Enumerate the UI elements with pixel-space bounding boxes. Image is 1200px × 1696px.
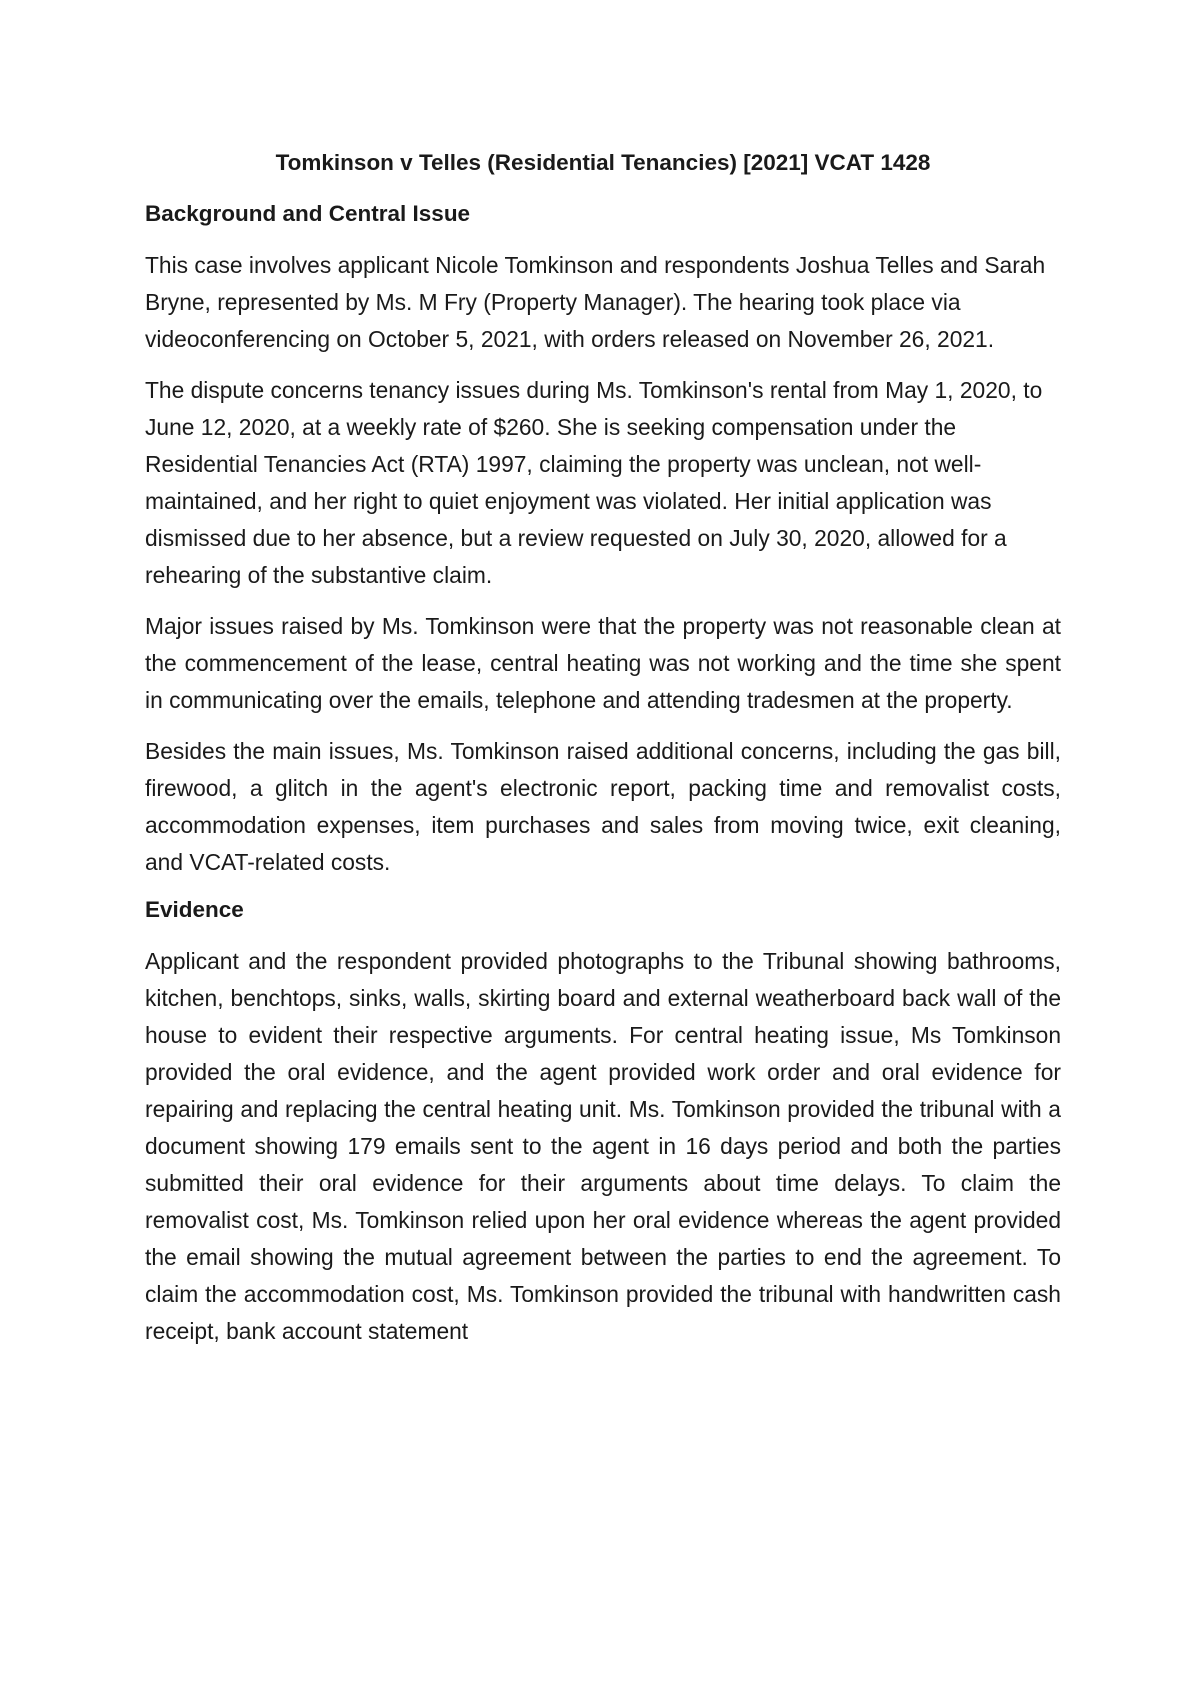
section-heading-evidence: Evidence bbox=[145, 897, 244, 922]
paragraph-parties: This case involves applicant Nicole Tomkinson and respondents Joshua Telles and Sarah Bryne, represented by Ms. M Fry (Property Manager). The hearing took place via videoconferencing on October 5, 2021, with orders released on November 26, 2021. bbox=[145, 252, 1046, 352]
paragraph-dispute: The dispute concerns tenancy issues during Ms. Tomkinson's rental from May 1, 2020, to June 12, 2020, at a weekly rate of $260. She is seeking compensation under the Residential Tenancies Act (RTA) 1997, claiming the property was unclean, not well-maintained, and her right to quiet enjoyment was violated. Her initial application was dismissed due to her absence, but a review requested on July 30, 2020, allowed for a rehearing of the substantive claim. bbox=[145, 377, 1043, 588]
document-page bbox=[145, 148, 1061, 1364]
document-title: Tomkinson v Telles (Residential Tenancies) [2021] VCAT 1428 bbox=[275, 150, 931, 175]
paragraph-major-issues: Major issues raised by Ms. Tomkinson were that the property was not reasonable clean at the commencement of the lease, central heating was not working and the time she spent in communicating over the emails, telephone and attending tradesmen at the property. bbox=[145, 613, 1061, 713]
section-heading-background: Background and Central Issue bbox=[145, 201, 471, 226]
paragraph-additional-concerns: Besides the main issues, Ms. Tomkinson raised additional concerns, including the gas bill, firewood, a glitch in the agent's electronic report, packing time and removalist costs, accommodation expenses, item purchases and sales from moving twice, exit cleaning, and VCAT-related costs. bbox=[145, 738, 1061, 875]
paragraph-evidence: Applicant and the respondent provided photographs to the Tribunal showing bathrooms, kitchen, benchtops, sinks, walls, skirting board and external weatherboard back wall of the house to evident their respective arguments. For central heating issue, Ms Tomkinson provided the oral evidence, and the agent provided work order and oral evidence for repairing and replacing the central heating unit. Ms. Tomkinson provided the tribunal with a document showing 179 emails sent to the agent in 16 days period and both the parties submitted their oral evidence for their arguments about time delays. To claim the removalist cost, Ms. Tomkinson relied upon her oral evidence whereas the agent provided the email showing the mutual agreement between the parties to end the agreement. To claim the accommodation cost, Ms. Tomkinson provided the tribunal with handwritten cash receipt, bank account statement bbox=[145, 948, 1061, 1344]
